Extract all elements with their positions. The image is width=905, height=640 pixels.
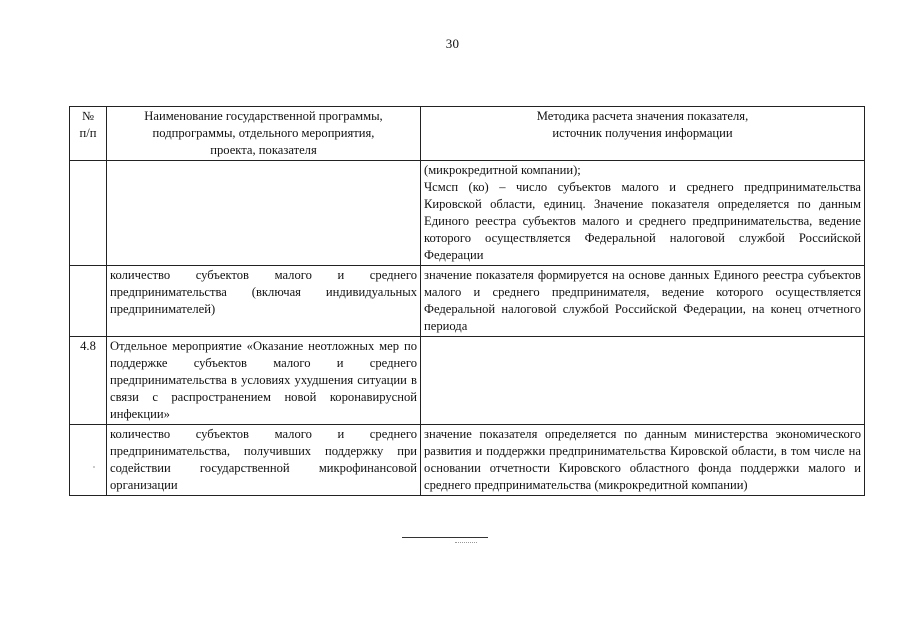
row-method-paragraph: значение показателя формируется на основе данных Единого реестра субъектов малого и среднего предпринимателя, ведение которого осуществляется Федеральной налоговой службой Российской Федерации, на конец отчетного периода (424, 268, 861, 333)
header-number (70, 107, 107, 161)
scan-speck (93, 466, 95, 468)
header-number-line: № (81, 109, 95, 123)
row-method-paragraph: Чсмсп (ко) – число субъектов малого и среднего предпринимательства Кировской области, единиц. Значение показателя определяется по данным Единого реестра субъектов малого и среднего предпринимательства, ведение которого осуществляется Федеральной налоговой службой Российской Федерации (424, 180, 861, 262)
row-method-paragraph: (микрокредитной компании); (424, 163, 581, 177)
row-name (107, 337, 421, 425)
table-row (70, 425, 865, 496)
row-method (421, 337, 865, 425)
row-name-paragraph: Отдельное мероприятие «Оказание неотложных мер по поддержке субъектов малого и среднего предпринимательства в условиях ухудшения ситуации в связи с распространением новой коронавирусной инфекции» (110, 339, 417, 421)
footer-rule (402, 537, 488, 538)
header-method (421, 107, 865, 161)
indicator-methodology-table (69, 106, 865, 496)
header-method-line: источник получения информации (552, 126, 733, 140)
row-method (421, 425, 865, 496)
header-number-line: п/п (79, 126, 97, 140)
header-name (107, 107, 421, 161)
row-number (70, 425, 107, 496)
row-name (107, 161, 421, 266)
row-number: 4.8 (70, 337, 107, 425)
header-method-line: Методика расчета значения показателя, (536, 109, 749, 123)
header-name-line: подпрограммы, отдельного мероприятия, (152, 126, 375, 140)
table-row (70, 266, 865, 337)
row-name (107, 425, 421, 496)
footer-mark (455, 542, 477, 543)
table-header-row (70, 107, 865, 161)
header-name-line: проекта, показателя (210, 143, 317, 157)
row-method-paragraph: значение показателя определяется по данным министерства экономического развития и поддержки предпринимательства Кировской области, в том числе на основании отчетности Кировского областного фонда поддержки малого и среднего предпринимательства (микрокредитной компании) (424, 427, 861, 492)
table-row (70, 161, 865, 266)
row-number (70, 161, 107, 266)
row-name-paragraph: количество субъектов малого и среднего предпринимательства (включая индивидуальных предпринимателей) (110, 268, 417, 316)
row-name-paragraph: количество субъектов малого и среднего предпринимательства, получивших поддержку при содействии государственной микрофинансовой организации (110, 427, 417, 492)
row-method (421, 266, 865, 337)
row-name (107, 266, 421, 337)
row-number (70, 266, 107, 337)
row-method (421, 161, 865, 266)
table-row (70, 337, 865, 425)
header-name-line: Наименование государственной программы, (144, 109, 383, 123)
page-number: 30 (445, 36, 460, 51)
